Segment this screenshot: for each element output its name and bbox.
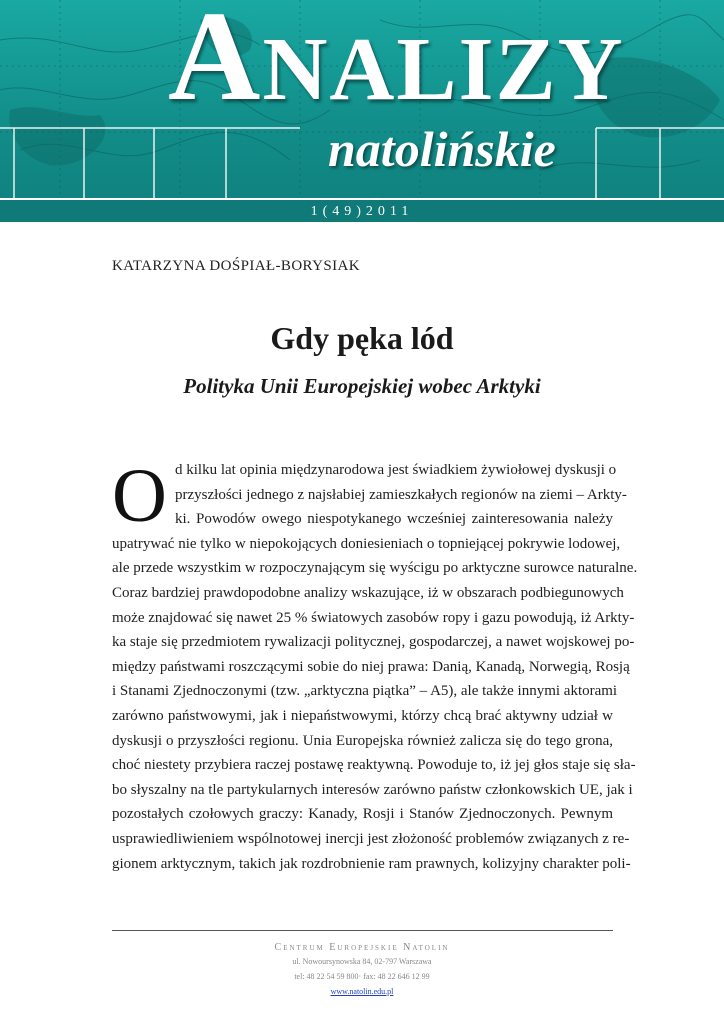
body-line: Coraz bardziej prawdopodobne analizy wskazujące, iż w obszarach podbiegunowych <box>112 584 624 601</box>
body-line: ki. Powodów owego niespotykanego wcześniej zainteresowania należy <box>175 511 613 528</box>
issue-bar <box>0 198 724 222</box>
masthead-banner <box>0 0 724 222</box>
body-line: pozostałych czołowych graczy: Kanady, Rosji i Stanów Zjednoczonych. Pewnym <box>112 806 613 823</box>
issue-number: 1(49)2011 <box>310 204 414 219</box>
footer-website-link[interactable]: www.natolin.edu.pl <box>330 987 394 996</box>
masthead-subtitle: natolińskie <box>328 121 556 177</box>
body-line: i Stanami Zjednoczonymi (tzw. „arktyczna piątka” – A5), ale także innymi aktorami <box>112 683 618 700</box>
body-line: choć niestety przybiera raczej postawę reaktywną. Powoduje to, iż jej głos staje się sła- <box>112 757 636 774</box>
masthead-title: Analizy <box>168 0 625 127</box>
footer-organization: Centrum Europejskie Natolin <box>274 942 450 953</box>
body-line: ka staje się przedmiotem rywalizacji politycznej, gospodarczej, a nawet wojskowej po- <box>112 634 635 651</box>
article-author: KATARZYNA DOŚPIAŁ-BORYSIAK <box>112 258 360 274</box>
article-body <box>112 454 638 876</box>
body-line: ale przede wszystkim w rozpoczynającym się wyścigu po arktyczne surowce naturalne. <box>112 560 638 577</box>
body-line: usprawiedliwieniem wspólnotowej inercji jest złożoność problemów związanych z re- <box>112 830 630 847</box>
body-line: bo słyszalny na tle partykularnych interesów zarówno państw członkowskich UE, jak i <box>112 781 633 798</box>
body-line: upatrywać nie tylko w niepokojących doniesieniach o topniejącej pokrywie lodowej, <box>112 535 621 552</box>
drop-cap: O <box>112 454 167 538</box>
footer <box>0 942 724 996</box>
article-subtitle: Polityka Unii Europejskiej wobec Arktyki <box>183 374 541 398</box>
body-line: przyszłości jednego z najsłabiej zamieszkałych regionów na ziemi – Arkty- <box>175 486 627 503</box>
article-title: Gdy pęka lód <box>270 320 454 356</box>
body-line: d kilku lat opinia międzynarodowa jest świadkiem żywiołowej dyskusji o <box>175 462 617 478</box>
body-line: może znajdować się nawet 25 % światowych zasobów ropy i gazu powodują, iż Arkty- <box>112 609 635 626</box>
footer-phone: tel: 48 22 54 59 800· fax: 48 22 646 12 99 <box>294 972 430 981</box>
footer-divider <box>112 930 613 931</box>
body-line: między państwami roszczącymi sobie do niej prawa: Danią, Kanadą, Norwegią, Rosją <box>112 658 630 675</box>
body-line: gionem arktycznym, takich jak rozdrobnienie ram prawnych, kolizyjny charakter poli- <box>112 855 631 872</box>
footer-address: ul. Nowoursynowska 84, 02-797 Warszawa <box>292 957 432 966</box>
body-line: dyskusji o przyszłości regionu. Unia Europejska również zalicza się do tego grona, <box>112 732 613 749</box>
body-line: zarówno państwowymi, jak i niepaństwowymi, którzy chcą brać aktywny udział w <box>112 707 613 724</box>
